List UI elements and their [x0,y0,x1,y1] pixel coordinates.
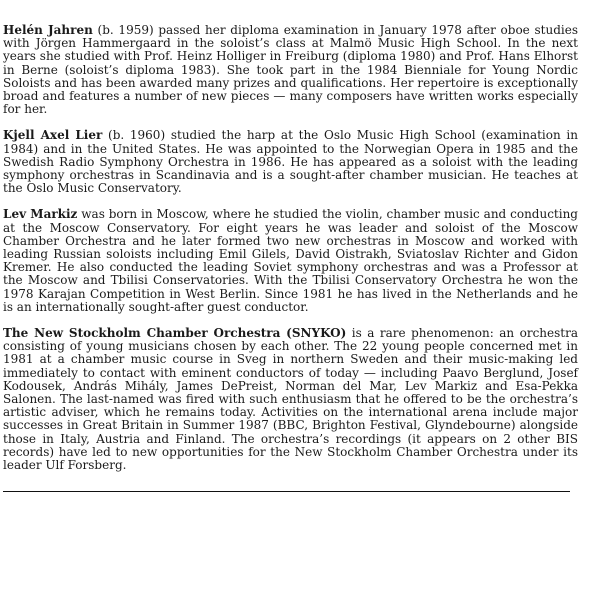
bio-name: Helén Jahren [3,23,93,37]
bio-paragraph-helen-jahren [3,24,578,116]
bio-paragraph-snyko [3,327,578,472]
bio-paragraph-lev-markiz [3,208,578,314]
bio-name: Kjell Axel Lier [3,128,103,143]
page-divider-rule [3,491,570,492]
bio-text: (b. 1960) studied the harp at the Oslo Music High School (examination in 1984) and in the United States. He was appointed to the Norwegian Opera in 1985 and the Swedish Radio Symphony Orchestra in 1986. He has appeared as a soloist with the leading symphony orchestras in Scandinavia and is a sought-after chamber musician. He teaches at the Oslo Music Conservatory. [3,128,578,196]
bio-text: (b. 1959) passed her diploma examination in January 1978 after oboe studies with Jörgen Hammergaard in the soloist’s class at Malmö Music High School. In the next years she studied with Prof. Heinz Holliger in Freiburg (diploma 1980) and Prof. Hans Elhorst in Berne (soloist’s diploma 1983). She took part in the 1984 Bienniale for Young Nordic Soloists and has been awarded many prizes and qualifications. Her repertoire is exceptionally broad and features a number of new pieces — many composers have written works especially for her. [3,23,578,117]
bio-name: The New Stockholm Chamber Orchestra (SNYKO) [3,326,347,341]
bio-name: Lev Markiz [3,207,78,222]
bio-paragraph-kjell-axel-lier [3,129,578,195]
biographies-text-block [3,24,578,485]
bio-text: was born in Moscow, where he studied the violin, chamber music and conducting at the Moscow Conservatory. For eight years he was leader and soloist of the Moscow Chamber Orchestra and he later formed two new orchestras in Moscow and worked with leading Russian soloists including Emil Gilels, David Oistrakh, Sviatoslav Richter and Gidon Kremer. He also conducted the leading Soviet symphony orchestras and was a Professor at the Moscow and Tbilisi Conservatories. With the Tbilisi Conservatory Orchestra he won the 1978 Karajan Competition in West Berlin. Since 1981 he has lived in the Netherlands and he is an internationally sought-after guest conductor. [3,207,578,314]
bio-text: is a rare phenomenon: an orchestra consisting of young musicians chosen by each other. The 22 young people concerned met in 1981 at a chamber music course in Sveg in northern Sweden and their music-making led immediately to contact with eminent conductors of today — including Paavo Berglund, Josef Kodousek, András Mihály, James DePreist, Norman del Mar, Lev Markiz and Esa-Pekka Salonen. The last-named was fired with such enthusiasm that he offered to be the orchestra’s artistic adviser, which he remains today. Activities on the international arena include major successes in Great Britain in Summer 1987 (BBC, Brighton Festival, Glyndebourne) alongside those in Italy, Austria and Finland. The orchestra’s recordings (it appears on 2 other BIS records) have led to new opportunities for the New Stockholm Chamber Orchestra under its leader Ulf Forsberg. [3,326,579,473]
